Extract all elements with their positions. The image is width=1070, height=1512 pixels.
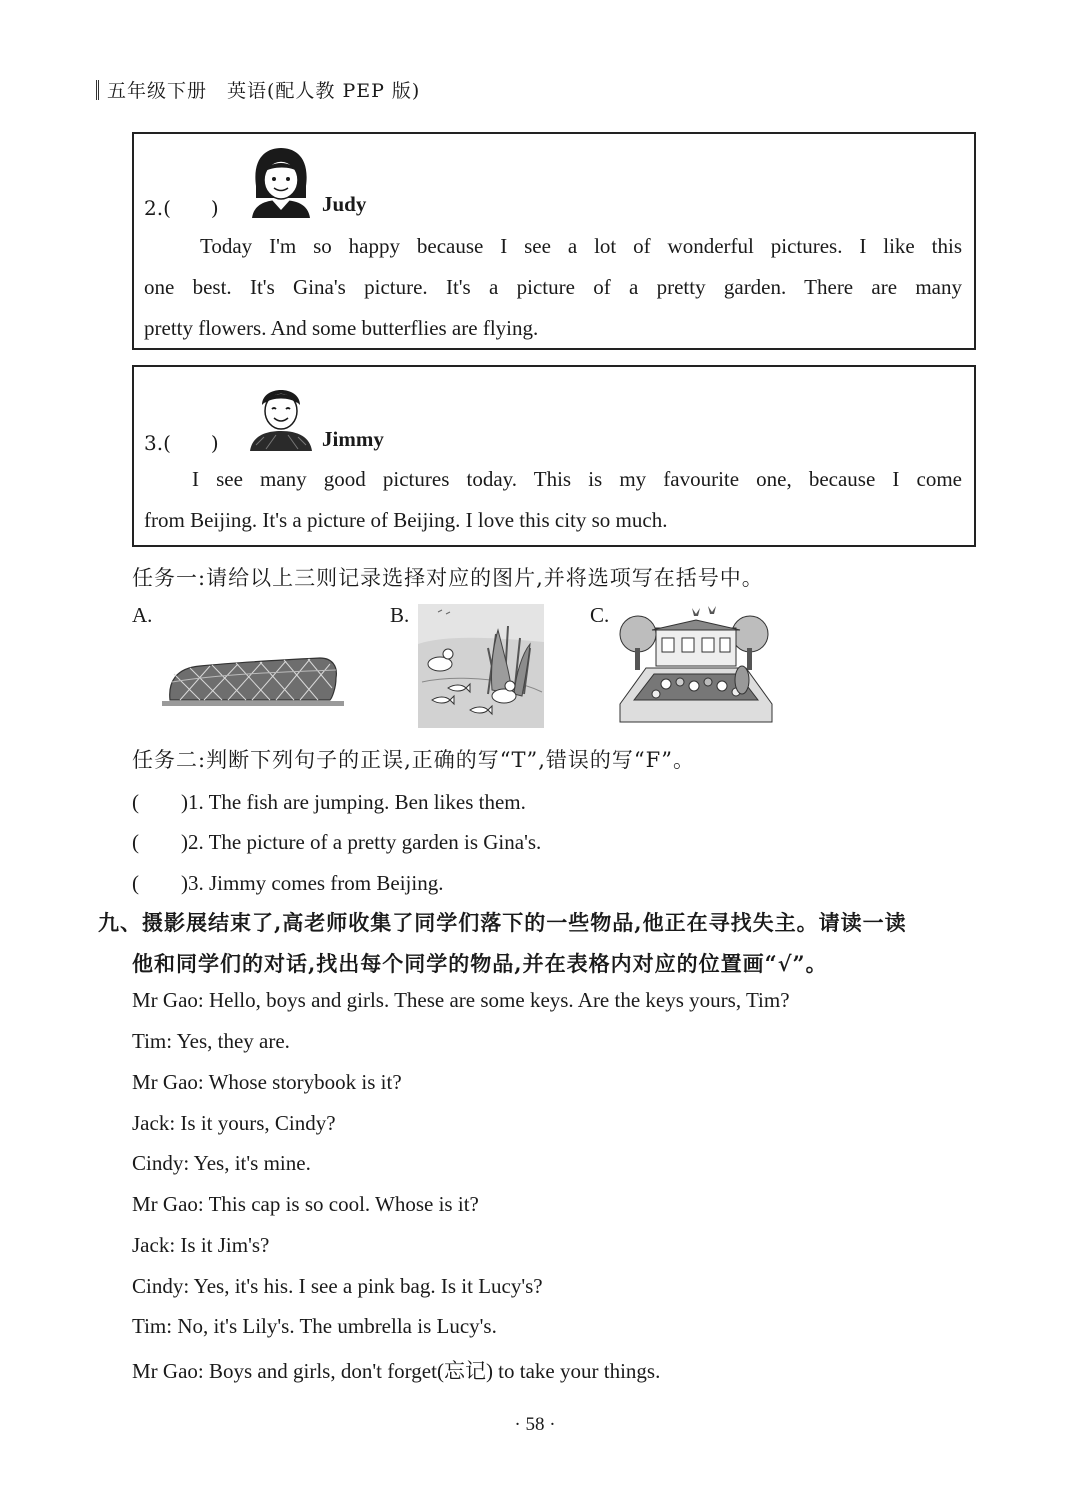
judy-line-1: Today I'm so happy because I see a lot of wonderful pictures. I like this [200, 234, 962, 258]
dialogue-line-6: Mr Gao: This cap is so cool. Whose is it? [132, 1192, 479, 1216]
section-nine-title: 九、摄影展结束了,高老师收集了同学们落下的一些物品,他正在寻找失主。请读一读 [98, 910, 907, 935]
jimmy-avatar-icon [248, 379, 314, 451]
record-box-judy [132, 132, 976, 350]
task-one-instruction: 任务一:请给以上三则记录选择对应的图片,并将选项写在括号中。 [132, 566, 764, 590]
option-c-label: C. [590, 603, 610, 627]
option-b-label: B. [390, 603, 410, 627]
page-number: · 58 · [514, 1414, 556, 1435]
question-number-2: 2.( ) [144, 196, 219, 220]
judge-item-3: ( )3. Jimmy comes from Beijing. [132, 871, 444, 895]
dialogue-line-5: Cindy: Yes, it's mine. [132, 1151, 311, 1175]
dialogue-line-3: Mr Gao: Whose storybook is it? [132, 1070, 402, 1094]
judge-item-1: ( )1. The fish are jumping. Ben likes them. [132, 790, 526, 814]
dialogue-line-10: Mr Gao: Boys and girls, don't forget(忘记) to take your things. [132, 1359, 661, 1383]
record-box-jimmy [132, 365, 976, 547]
option-a-label: A. [132, 603, 153, 627]
dialogue-line-8: Cindy: Yes, it's his. I see a pink bag. Is it Lucy's? [132, 1274, 543, 1298]
judy-paragraph [144, 226, 962, 349]
judy-line-2: one best. It's Gina's picture. It's a picture of a pretty garden. There are many [144, 275, 962, 299]
judy-avatar-icon [248, 146, 314, 218]
jimmy-line-1: I see many good pictures today. This is my favourite one, because I come [192, 467, 962, 491]
stadium-picture [160, 652, 346, 710]
question-number-3: 3.( ) [144, 431, 219, 455]
judge-item-2: ( )2. The picture of a pretty garden is Gina's. [132, 830, 542, 854]
judy-line-3: pretty flowers. And some butterflies are flying. [144, 316, 539, 340]
page-header [96, 76, 420, 103]
header-bar [96, 80, 99, 100]
dialogue-line-9: Tim: No, it's Lily's. The umbrella is Lucy's. [132, 1314, 497, 1338]
task-two-instruction: 任务二:判断下列句子的正误,正确的写“T”,错误的写“F”。 [132, 748, 695, 772]
pond-picture [418, 604, 544, 728]
header-text: 五年级下册 英语(配人教 PEP 版) [107, 80, 421, 102]
section-nine-title-line2: 他和同学们的对话,找出每个同学的物品,并在表格内对应的位置画“√”。 [132, 951, 828, 976]
dialogue-line-2: Tim: Yes, they are. [132, 1029, 290, 1053]
garden-picture [616, 604, 776, 726]
dialogue-line-4: Jack: Is it yours, Cindy? [132, 1111, 336, 1135]
dialogue-line-1: Mr Gao: Hello, boys and girls. These are some keys. Are the keys yours, Tim? [132, 988, 790, 1012]
speaker-name-jimmy: Jimmy [322, 427, 384, 451]
jimmy-paragraph [144, 459, 962, 541]
jimmy-line-2: from Beijing. It's a picture of Beijing. I love this city so much. [144, 508, 668, 532]
dialogue-line-7: Jack: Is it Jim's? [132, 1233, 270, 1257]
speaker-name-judy: Judy [322, 192, 367, 216]
